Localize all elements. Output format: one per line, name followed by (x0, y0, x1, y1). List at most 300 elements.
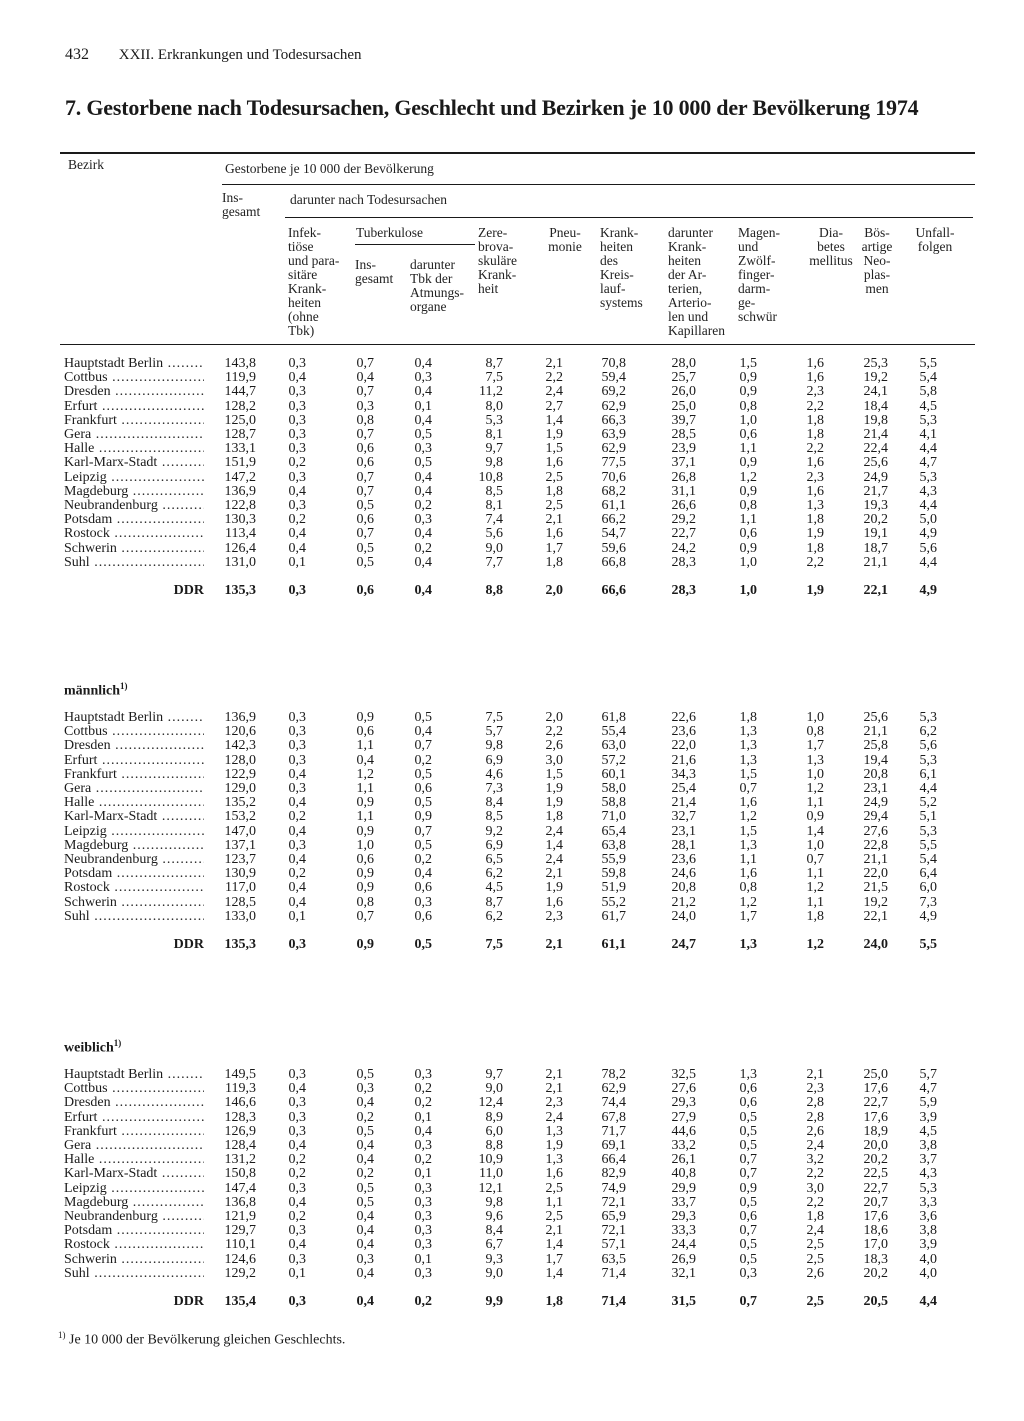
value-cell: 1,3 (739, 753, 757, 768)
value-cell: 11,2 (479, 384, 503, 399)
value-cell: 0,9 (356, 866, 374, 881)
value-cell: 0,3 (288, 781, 306, 796)
value-cell: 1,3 (545, 1124, 563, 1139)
bezirk-cell: Frankfurt ..... (64, 414, 204, 428)
value-cell: 0,6 (356, 441, 374, 456)
bezirk-cell: Frankfurt ..... (64, 1125, 204, 1139)
value-cell: 0,2 (288, 1152, 306, 1167)
value-cell: 0,9 (739, 384, 757, 399)
value-cell: 0,9 (414, 809, 432, 824)
value-cell: 1,9 (545, 781, 563, 796)
value-cell: 21,1 (863, 852, 888, 867)
value-cell: 1,9 (545, 795, 563, 810)
value-cell: 1,7 (739, 909, 757, 924)
value-cell: 0,5 (414, 838, 432, 853)
header-tuberkulose: Tuberkulose (356, 225, 424, 240)
value-cell: 4,7 (919, 1081, 937, 1096)
value-cell: 7,5 (485, 710, 503, 725)
value-cell: 1,4 (545, 1266, 563, 1281)
value-cell: 119,9 (225, 370, 256, 385)
value-cell: 25,8 (863, 738, 888, 753)
value-cell: 70,6 (601, 470, 626, 485)
bezirk-cell: Dresden ..... (64, 385, 204, 399)
value-cell: 2,4 (545, 1110, 563, 1125)
value-cell: 28,3 (671, 555, 696, 570)
value-cell: 0,9 (739, 541, 757, 556)
value-cell: 1,8 (545, 1294, 563, 1309)
value-cell: 29,2 (671, 512, 696, 527)
value-cell: 65,9 (601, 1209, 626, 1224)
value-cell: 0,9 (356, 880, 374, 895)
value-cell: 0,5 (356, 1124, 374, 1139)
value-cell: 1,1 (739, 441, 757, 456)
value-cell: 22,0 (671, 738, 696, 753)
value-cell: 5,3 (919, 1181, 937, 1196)
value-cell: 0,5 (414, 710, 432, 725)
value-cell: 0,5 (739, 1237, 757, 1252)
footnote-text: Je 10 000 der Bevölkerung gleichen Geschlechts. (65, 1332, 346, 1348)
value-cell: 129,0 (224, 781, 256, 796)
value-cell: 29,9 (671, 1181, 696, 1196)
value-cell: 2,2 (806, 555, 824, 570)
value-cell: 137,1 (224, 838, 256, 853)
value-cell: 6,7 (485, 1237, 503, 1252)
value-cell: 0,3 (414, 1209, 432, 1224)
bezirk-cell: Rostock ..... (64, 881, 204, 895)
value-cell: 1,0 (806, 710, 824, 725)
value-cell: 4,0 (919, 1252, 937, 1267)
value-cell: 0,3 (288, 753, 306, 768)
value-cell: 1,8 (806, 512, 824, 527)
value-cell: 1,6 (545, 1166, 563, 1181)
value-cell: 1,8 (545, 555, 563, 570)
value-cell: 22,7 (863, 1181, 888, 1196)
value-cell: 62,9 (601, 1081, 626, 1096)
value-cell: 0,4 (414, 484, 432, 499)
value-cell: 18,7 (863, 541, 888, 556)
value-cell: 3,0 (545, 753, 563, 768)
value-cell: 63,5 (601, 1252, 626, 1267)
value-cell: 7,3 (485, 781, 503, 796)
value-cell: 0,3 (414, 1138, 432, 1153)
header-arterien: darunter Krank- heiten der Ar- terien, Arterio- len und Kapillaren (668, 225, 725, 338)
value-cell: 3,9 (919, 1237, 937, 1252)
value-cell: 2,1 (806, 1067, 824, 1082)
value-cell: 19,1 (863, 526, 888, 541)
value-cell: 126,9 (224, 1124, 256, 1139)
value-cell: 59,4 (601, 370, 626, 385)
value-cell: 19,3 (863, 498, 888, 513)
value-cell: 33,2 (671, 1138, 696, 1153)
value-cell: 0,4 (414, 866, 432, 881)
value-cell: 2,3 (545, 909, 563, 924)
value-cell: 2,5 (806, 1252, 824, 1267)
value-cell: 120,6 (224, 724, 256, 739)
value-cell: 0,4 (288, 1081, 306, 1096)
bezirk-cell: Gera ..... (64, 428, 204, 442)
value-cell: 5,6 (919, 738, 937, 753)
value-cell: 8,5 (485, 484, 503, 499)
value-cell: 1,9 (545, 427, 563, 442)
value-cell: 6,2 (919, 724, 937, 739)
value-cell: 21,4 (671, 795, 696, 810)
value-cell: 6,1 (919, 767, 937, 782)
value-cell: 0,8 (739, 399, 757, 414)
value-cell: 65,4 (601, 824, 626, 839)
value-cell: 0,4 (288, 526, 306, 541)
bezirk-cell: Magdeburg ..... (64, 1196, 204, 1210)
value-cell: 19,2 (863, 895, 888, 910)
value-cell: 0,3 (288, 427, 306, 442)
value-cell: 1,2 (739, 895, 757, 910)
value-cell: 2,2 (545, 370, 563, 385)
value-cell: 0,2 (288, 866, 306, 881)
value-cell: 61,7 (601, 909, 626, 924)
value-cell: 125,0 (224, 413, 256, 428)
value-cell: 0,4 (414, 526, 432, 541)
value-cell: 0,1 (414, 1166, 432, 1181)
value-cell: 2,6 (806, 1124, 824, 1139)
value-cell: 135,2 (224, 795, 256, 810)
value-cell: 32,1 (671, 1266, 696, 1281)
value-cell: 1,3 (806, 753, 824, 768)
value-cell: 3,8 (919, 1223, 937, 1238)
value-cell: 82,9 (601, 1166, 626, 1181)
bezirk-cell: Rostock ..... (64, 1238, 204, 1252)
header-rule-gestorbene (222, 184, 975, 185)
value-cell: 0,1 (288, 555, 306, 570)
value-cell: 0,4 (288, 541, 306, 556)
value-cell: 1,3 (739, 937, 757, 952)
value-cell: 10,8 (478, 470, 503, 485)
value-cell: 0,5 (356, 1181, 374, 1196)
bezirk-cell: Leipzig ..... (64, 1182, 204, 1196)
value-cell: 0,3 (356, 1081, 374, 1096)
value-cell: 0,3 (288, 838, 306, 853)
bezirk-cell: Halle ..... (64, 442, 204, 456)
value-cell: 0,3 (288, 1252, 306, 1267)
header-zerebrovaskulaer: Zere- brova- skuläre Krank- heit (478, 225, 517, 296)
value-cell: 1,6 (545, 526, 563, 541)
value-cell: 0,7 (356, 484, 374, 499)
value-cell: 0,4 (288, 1195, 306, 1210)
value-cell: 147,2 (224, 470, 256, 485)
value-cell: 0,9 (739, 484, 757, 499)
value-cell: 28,1 (671, 838, 696, 853)
value-cell: 25,0 (671, 399, 696, 414)
value-cell: 28,3 (671, 583, 696, 598)
value-cell: 31,5 (671, 1294, 696, 1309)
value-cell: 1,9 (545, 1138, 563, 1153)
value-cell: 66,3 (601, 413, 626, 428)
value-cell: 9,3 (485, 1252, 503, 1267)
value-cell: 26,6 (671, 498, 696, 513)
value-cell: 0,3 (288, 738, 306, 753)
bezirk-cell: Frankfurt ..... (64, 768, 204, 782)
value-cell: 0,5 (414, 767, 432, 782)
value-cell: 1,6 (545, 455, 563, 470)
value-cell: 19,2 (863, 370, 888, 385)
value-cell: 0,5 (356, 498, 374, 513)
value-cell: 0,4 (356, 1266, 374, 1281)
value-cell: 149,5 (224, 1067, 256, 1082)
value-cell: 0,9 (739, 455, 757, 470)
value-cell: 1,6 (739, 795, 757, 810)
value-cell: 1,1 (356, 809, 374, 824)
value-cell: 1,4 (806, 824, 824, 839)
value-cell: 8,8 (485, 1138, 503, 1153)
value-cell: 2,5 (545, 470, 563, 485)
value-cell: 61,1 (601, 498, 626, 513)
value-cell: 136,9 (224, 484, 256, 499)
value-cell: 2,3 (806, 384, 824, 399)
value-cell: 0,8 (356, 895, 374, 910)
value-cell: 21,7 (863, 484, 888, 499)
value-cell: 0,9 (356, 824, 374, 839)
value-cell: 5,7 (919, 1067, 937, 1082)
value-cell: 1,5 (739, 767, 757, 782)
value-cell: 5,5 (919, 838, 937, 853)
value-cell: 0,7 (414, 824, 432, 839)
value-cell: 0,5 (356, 1067, 374, 1082)
value-cell: 22,4 (863, 441, 888, 456)
value-cell: 8,1 (485, 498, 503, 513)
value-cell: 0,7 (739, 781, 757, 796)
value-cell: 0,3 (414, 441, 432, 456)
value-cell: 0,3 (288, 399, 306, 414)
value-cell: 1,1 (806, 795, 824, 810)
value-cell: 151,9 (224, 455, 256, 470)
section-label-maennlich (64, 681, 128, 700)
value-cell: 1,4 (545, 1237, 563, 1252)
value-cell: 1,8 (806, 541, 824, 556)
value-cell: 153,2 (224, 809, 256, 824)
bezirk-cell: Neubrandenburg ..... (64, 499, 204, 513)
value-cell: 1,3 (806, 498, 824, 513)
value-cell: 113,4 (225, 526, 256, 541)
value-cell: 1,8 (806, 427, 824, 442)
value-cell: 0,2 (414, 1294, 432, 1309)
value-cell: 129,2 (224, 1266, 256, 1281)
header-top-rule (60, 152, 975, 154)
value-cell: 2,4 (806, 1223, 824, 1238)
value-cell: 2,1 (545, 937, 563, 952)
value-cell: 71,7 (601, 1124, 626, 1139)
header-bezirk: Bezirk (68, 157, 104, 172)
header-infektioese: Infek- tiöse und para- sitäre Krank- heiten (ohne Tbk) (288, 225, 340, 338)
value-cell: 1,1 (356, 781, 374, 796)
value-cell: 2,4 (545, 852, 563, 867)
value-cell: 77,5 (601, 455, 626, 470)
value-cell: 136,9 (224, 710, 256, 725)
value-cell: 20,8 (863, 767, 888, 782)
value-cell: 147,4 (224, 1181, 256, 1196)
value-cell: 3,2 (806, 1152, 824, 1167)
value-cell: 1,8 (806, 909, 824, 924)
value-cell: 0,8 (739, 880, 757, 895)
value-cell: 0,7 (356, 526, 374, 541)
page-number: 432 (65, 46, 89, 63)
value-cell: 2,6 (545, 738, 563, 753)
value-cell: 0,2 (414, 1095, 432, 1110)
value-cell: 4,5 (919, 399, 937, 414)
bezirk-cell: Schwerin ..... (64, 542, 204, 556)
value-cell: 0,6 (739, 526, 757, 541)
value-cell: 0,4 (356, 1209, 374, 1224)
value-cell: 20,2 (863, 1266, 888, 1281)
value-cell: 0,7 (739, 1152, 757, 1167)
value-cell: 0,7 (356, 384, 374, 399)
bezirk-cell: Neubrandenburg ..... (64, 1210, 204, 1224)
value-cell: 130,9 (224, 866, 256, 881)
value-cell: 0,6 (356, 455, 374, 470)
value-cell: 0,2 (414, 498, 432, 513)
value-cell: 5,3 (919, 824, 937, 839)
value-cell: 124,6 (224, 1252, 256, 1267)
value-cell: 26,8 (671, 470, 696, 485)
value-cell: 24,6 (671, 866, 696, 881)
value-cell: 1,0 (739, 413, 757, 428)
value-cell: 122,9 (224, 767, 256, 782)
value-cell: 20,5 (863, 1294, 888, 1309)
value-cell: 0,3 (414, 1223, 432, 1238)
value-cell: 128,5 (224, 895, 256, 910)
value-cell: 74,4 (601, 1095, 626, 1110)
value-cell: 10,9 (478, 1152, 503, 1167)
value-cell: 72,1 (601, 1223, 626, 1238)
value-cell: 0,4 (288, 1237, 306, 1252)
value-cell: 2,3 (806, 470, 824, 485)
value-cell: 0,4 (356, 1223, 374, 1238)
value-cell: 25,6 (863, 710, 888, 725)
value-cell: 0,5 (356, 1195, 374, 1210)
value-cell: 25,3 (863, 356, 888, 371)
value-cell: 2,2 (806, 441, 824, 456)
value-cell: 0,4 (414, 555, 432, 570)
value-cell: 5,5 (919, 356, 937, 371)
value-cell: 8,0 (485, 399, 503, 414)
value-cell: 6,9 (485, 838, 503, 853)
value-cell: 29,3 (671, 1209, 696, 1224)
value-cell: 57,2 (601, 753, 626, 768)
value-cell: 54,7 (601, 526, 626, 541)
value-cell: 5,0 (919, 512, 937, 527)
value-cell: 24,0 (671, 909, 696, 924)
value-cell: 1,6 (739, 866, 757, 881)
value-cell: 12,4 (478, 1095, 503, 1110)
value-cell: 0,4 (288, 370, 306, 385)
value-cell: 4,7 (919, 455, 937, 470)
value-cell: 17,6 (863, 1209, 888, 1224)
header-rule-darunter (285, 217, 973, 218)
value-cell: 147,0 (224, 824, 256, 839)
value-cell: 22,6 (671, 710, 696, 725)
value-cell: 0,7 (356, 909, 374, 924)
value-cell: 4,4 (919, 1294, 937, 1309)
value-cell: 33,7 (671, 1195, 696, 1210)
value-cell: 110,1 (225, 1237, 256, 1252)
value-cell: 1,8 (545, 484, 563, 499)
value-cell: 25,4 (671, 781, 696, 796)
value-cell: 33,3 (671, 1223, 696, 1238)
value-cell: 0,3 (414, 1067, 432, 1082)
value-cell: 1,9 (545, 880, 563, 895)
bezirk-cell: Gera ..... (64, 1139, 204, 1153)
bezirk-cell: Leipzig ..... (64, 471, 204, 485)
value-cell: 1,6 (806, 484, 824, 499)
bezirk-cell: Cottbus ..... (64, 1082, 204, 1096)
section-label-weiblich (64, 1038, 121, 1057)
value-cell: 2,1 (545, 1081, 563, 1096)
value-cell: 29,4 (863, 809, 888, 824)
bezirk-cell: Halle ..... (64, 796, 204, 810)
value-cell: 0,9 (356, 937, 374, 952)
value-cell: 0,3 (288, 413, 306, 428)
bezirk-cell: Suhl ..... (64, 1267, 204, 1281)
value-cell: 0,5 (414, 427, 432, 442)
value-cell: 18,6 (863, 1223, 888, 1238)
value-cell: 0,3 (288, 1124, 306, 1139)
value-cell: 0,5 (739, 1195, 757, 1210)
value-cell: 0,4 (288, 767, 306, 782)
value-cell: 25,6 (863, 455, 888, 470)
value-cell: 131,2 (224, 1152, 256, 1167)
footnote-marker: 1) (113, 1038, 122, 1048)
value-cell: 6,5 (485, 852, 503, 867)
value-cell: 1,0 (739, 583, 757, 598)
value-cell: 69,2 (601, 384, 626, 399)
bezirk-cell: Suhl ..... (64, 910, 204, 924)
value-cell: 28,0 (671, 356, 696, 371)
value-cell: 7,3 (919, 895, 937, 910)
value-cell: 26,0 (671, 384, 696, 399)
value-cell: 128,4 (224, 1138, 256, 1153)
value-cell: 8,8 (485, 583, 503, 598)
value-cell: 0,7 (414, 738, 432, 753)
value-cell: 58,0 (601, 781, 626, 796)
value-cell: 7,5 (485, 937, 503, 952)
value-cell: 0,7 (806, 852, 824, 867)
value-cell: 9,8 (485, 1195, 503, 1210)
value-cell: 22,7 (863, 1095, 888, 1110)
value-cell: 1,6 (806, 455, 824, 470)
value-cell: 0,8 (806, 724, 824, 739)
bezirk-cell: Schwerin ..... (64, 896, 204, 910)
value-cell: 0,9 (356, 795, 374, 810)
value-cell: 62,9 (601, 441, 626, 456)
value-cell: 18,4 (863, 399, 888, 414)
value-cell: 0,3 (288, 1181, 306, 1196)
value-cell: 55,2 (601, 895, 626, 910)
value-cell: 0,9 (356, 710, 374, 725)
value-cell: 0,4 (288, 795, 306, 810)
value-cell: 0,6 (356, 583, 374, 598)
value-cell: 0,3 (288, 1067, 306, 1082)
value-cell: 131,0 (224, 555, 256, 570)
value-cell: 0,3 (288, 1294, 306, 1309)
value-cell: 1,8 (806, 1209, 824, 1224)
value-cell: 1,7 (545, 1252, 563, 1267)
value-cell: 5,3 (919, 470, 937, 485)
value-cell: 66,8 (601, 555, 626, 570)
value-cell: 0,3 (288, 498, 306, 513)
value-cell: 2,1 (545, 356, 563, 371)
value-cell: 5,3 (919, 413, 937, 428)
value-cell: 0,4 (414, 356, 432, 371)
value-cell: 0,6 (414, 880, 432, 895)
value-cell: 19,8 (863, 413, 888, 428)
value-cell: 0,5 (356, 555, 374, 570)
